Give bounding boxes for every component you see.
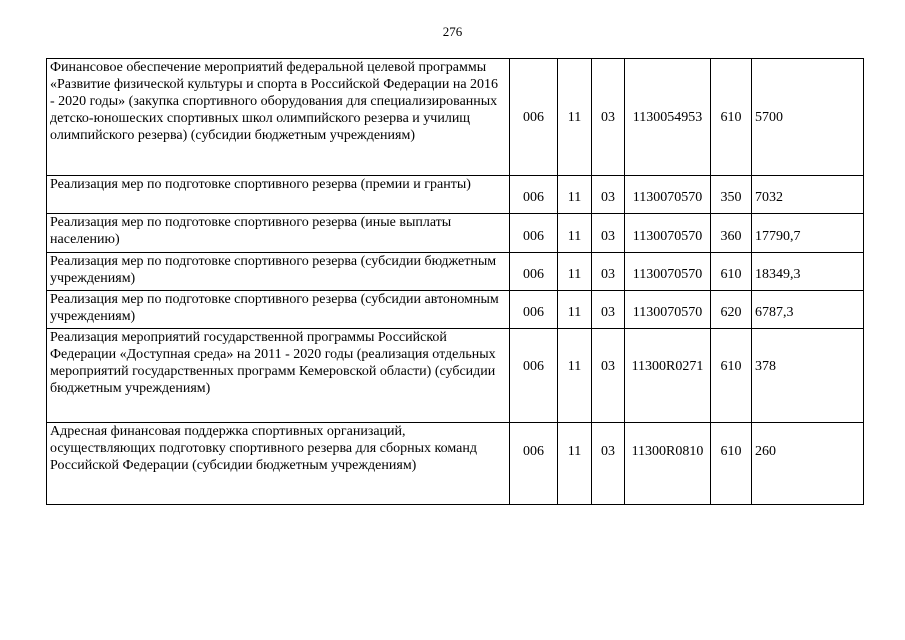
page-number: 276 <box>442 24 463 39</box>
table-row <box>47 253 864 291</box>
target-article-code: 1130070570 <box>625 291 711 329</box>
ministry-code: 006 <box>510 423 558 505</box>
expense-type-code: 610 <box>711 423 752 505</box>
subsection-code: 03 <box>592 176 625 214</box>
budget-table <box>46 58 864 505</box>
row-description: Реализация мероприятий государственной программы Российской Федерации «Доступная среда» на 2011 - 2020 годы (реализация отдельных мероприятий государственных программ Кемеровской области) (субсидии бюджетным учреждениям) <box>47 329 510 423</box>
subsection-code: 03 <box>592 329 625 423</box>
amount-value: 260 <box>752 423 864 505</box>
section-code: 11 <box>558 176 592 214</box>
target-article-code: 11300R0810 <box>625 423 711 505</box>
section-code: 11 <box>558 423 592 505</box>
section-code: 11 <box>558 214 592 253</box>
section-code: 11 <box>558 253 592 291</box>
amount-value: 6787,3 <box>752 291 864 329</box>
expense-type-code: 610 <box>711 329 752 423</box>
amount-value: 7032 <box>752 176 864 214</box>
table-row <box>47 423 864 505</box>
subsection-code: 03 <box>592 423 625 505</box>
amount-value: 5700 <box>752 59 864 176</box>
ministry-code: 006 <box>510 176 558 214</box>
table-row <box>47 176 864 214</box>
row-description: Реализация мер по подготовке спортивного резерва (субсидии автономным учреждениям) <box>47 291 510 329</box>
ministry-code: 006 <box>510 59 558 176</box>
expense-type-code: 610 <box>711 253 752 291</box>
target-article-code: 11300R0271 <box>625 329 711 423</box>
table-row <box>47 291 864 329</box>
subsection-code: 03 <box>592 214 625 253</box>
expense-type-code: 350 <box>711 176 752 214</box>
table-row <box>47 329 864 423</box>
ministry-code: 006 <box>510 253 558 291</box>
row-description: Адресная финансовая поддержка спортивных организаций, осуществляющих подготовку спортивного резерва для сборных команд Российской Федерации (субсидии бюджетным учреждениям) <box>47 423 510 505</box>
row-description: Реализация мер по подготовке спортивного резерва (иные выплаты населению) <box>47 214 510 253</box>
row-description: Финансовое обеспечение мероприятий федеральной целевой программы «Развитие физической культуры и спорта в Российской Федерации на 2016 - 2020 годы» (закупка спортивного оборудования для специализированных детско-юношеских спортивных школ олимпийского резерва и училищ олимпийского резерва) (субсидии бюджетным учреждениям) <box>47 59 510 176</box>
subsection-code: 03 <box>592 59 625 176</box>
section-code: 11 <box>558 59 592 176</box>
table-row <box>47 214 864 253</box>
row-description: Реализация мер по подготовке спортивного резерва (премии и гранты) <box>47 176 510 214</box>
target-article-code: 1130054953 <box>625 59 711 176</box>
amount-value: 18349,3 <box>752 253 864 291</box>
ministry-code: 006 <box>510 329 558 423</box>
section-code: 11 <box>558 329 592 423</box>
amount-value: 17790,7 <box>752 214 864 253</box>
target-article-code: 1130070570 <box>625 214 711 253</box>
expense-type-code: 620 <box>711 291 752 329</box>
section-code: 11 <box>558 291 592 329</box>
ministry-code: 006 <box>510 214 558 253</box>
table-row <box>47 59 864 176</box>
amount-value: 378 <box>752 329 864 423</box>
ministry-code: 006 <box>510 291 558 329</box>
subsection-code: 03 <box>592 291 625 329</box>
target-article-code: 1130070570 <box>625 176 711 214</box>
expense-type-code: 610 <box>711 59 752 176</box>
target-article-code: 1130070570 <box>625 253 711 291</box>
subsection-code: 03 <box>592 253 625 291</box>
row-description: Реализация мер по подготовке спортивного резерва (субсидии бюджетным учреждениям) <box>47 253 510 291</box>
expense-type-code: 360 <box>711 214 752 253</box>
